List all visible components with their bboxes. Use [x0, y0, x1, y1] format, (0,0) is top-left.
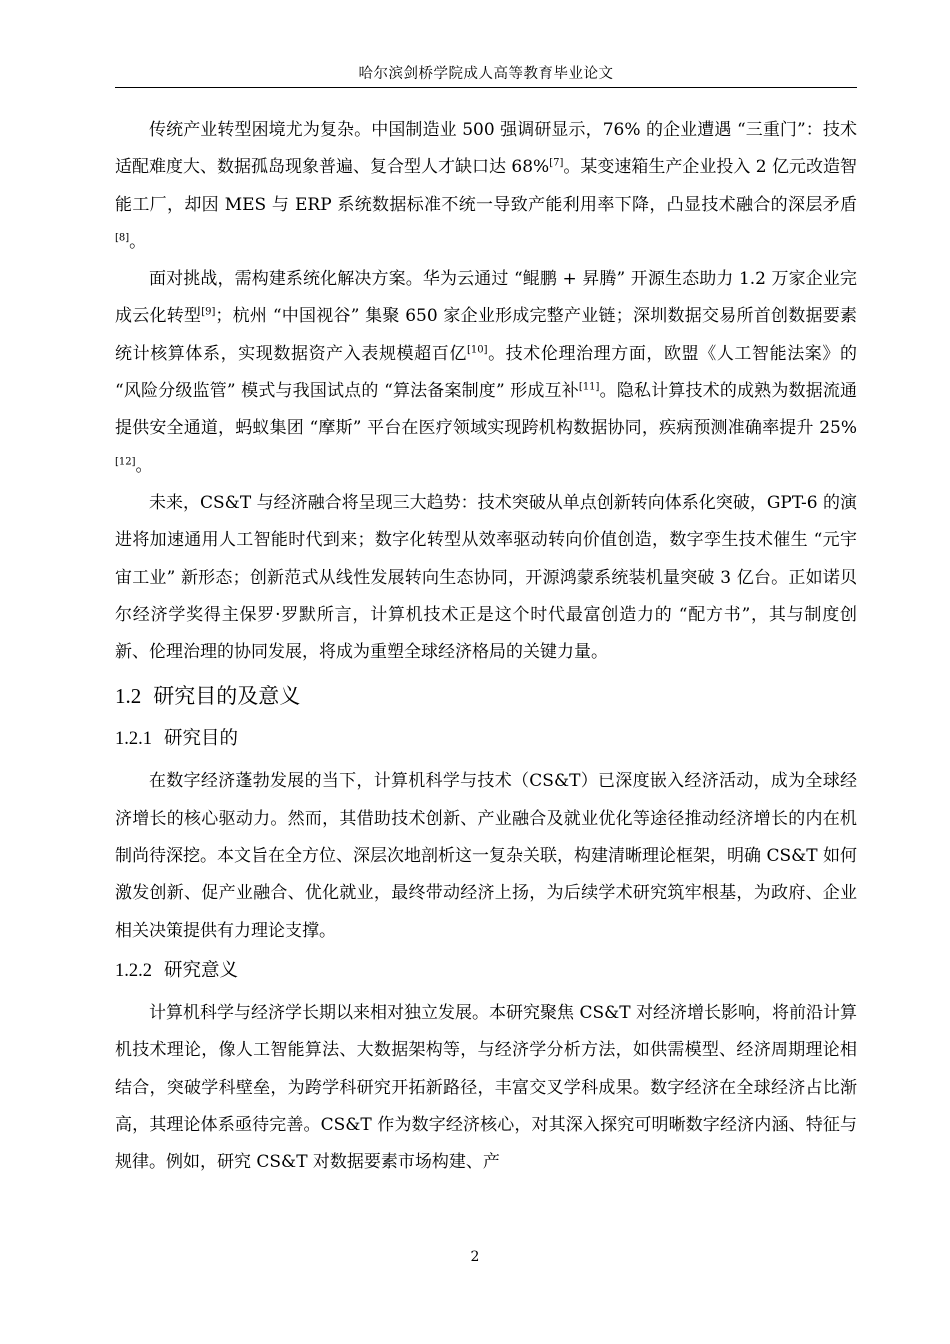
- paragraph-future-trends: [115, 485, 857, 671]
- text-run: ；杭州 “中国视谷” 集聚 650 家企业形成完整产业链；深圳数据交易所首创数据要素统计核算体系，实现数据资产入表规模超百亿: [115, 306, 858, 364]
- text-run: 。隐私计算技术的成熟为数据流通提供安全通道，蚂蚁集团 “摩斯” 平台在医疗领域实现跨机构数据协同，疾病预测准确率提升 25%: [115, 381, 858, 439]
- section-title: 研究目的: [164, 728, 239, 750]
- text-run: 。: [129, 231, 147, 252]
- text-run: 。技术伦理治理方面，欧盟《人工智能法案》的 “风险分级监管” 模式与我国试点的 “算法备案制度” 形成互补: [115, 343, 858, 402]
- citation-superscript: [11]: [578, 381, 600, 393]
- citation-superscript: [12]: [115, 456, 136, 468]
- text-run: 传统产业转型困境尤为复杂。中国制造业 500 强调研显示，76% 的企业遭遇 “三重门”：技术适配难度大、数据孤岛现象普遍、复合型人才缺口达 68%: [115, 120, 857, 178]
- section-number: 1.2: [115, 684, 142, 709]
- header-rule: [115, 87, 857, 88]
- paragraph-industry-transformation: [115, 112, 857, 261]
- section-number: 1.2.1: [115, 729, 152, 750]
- section-heading-1-2: [115, 676, 857, 716]
- paragraph-solutions: [115, 261, 857, 485]
- running-header: 哈尔滨剑桥学院成人高等教育毕业论文: [358, 66, 614, 82]
- page-body: [115, 112, 857, 1181]
- text-run: 。某变速箱生产企业投入 2 亿元改造智能工厂，却因 MES 与 ERP 系统数据标准不统一导致产能利用率下降，凸显技术融合的深层矛盾: [115, 157, 857, 215]
- citation-superscript: [10]: [466, 344, 488, 356]
- text-run: 。: [135, 455, 153, 476]
- citation-superscript: [8]: [115, 232, 130, 244]
- citation-superscript: [7]: [549, 157, 564, 169]
- citation-superscript: [9]: [201, 306, 216, 318]
- section-title: 研究目的及意义: [153, 684, 301, 709]
- section-title: 研究意义: [164, 959, 239, 981]
- text-run: 面对挑战，需构建系统化解决方案。华为云通过 “鲲鹏 + 昇腾” 开源生态助力 1.2 万家企业完成云化转型: [115, 269, 857, 327]
- section-heading-1-2-2: [115, 952, 857, 990]
- paragraph-research-significance: 计算机科学与经济学长期以来相对独立发展。本研究聚焦 CS&T 对经济增长影响，将前沿计算机技术理论，像人工智能算法、大数据架构等，与经济学分析方法，如供需模型、经济周期理论相结合，突破学科壁垒，为跨学科研究开拓新路径，丰富交叉学科成果。数字经济在全球经济占比渐高，其理论体系亟待完善。CS&T 作为数字经济核心，对其深入探究可明晰数字经济内涵、特征与规律。例如，研究 CS&T 对数据要素市场构建、产: [115, 1002, 857, 1173]
- paragraph-research-purpose: 在数字经济蓬勃发展的当下，计算机科学与技术（CS&T）已深度嵌入经济活动，成为全球经济增长的核心驱动力。然而，其借助技术创新、产业融合及就业优化等途径推动经济增长的内在机制尚待深挖。本文旨在全方位、深层次地剖析这一复杂关联，构建清晰理论框架，明确 CS&T 如何激发创新、促产业融合、优化就业，最终带动经济上扬，为后续学术研究筑牢根基，为政府、企业相关决策提供有力理论支撑。: [115, 771, 857, 941]
- section-heading-1-2-1: [115, 720, 857, 758]
- page-number: 2: [470, 1249, 480, 1265]
- section-number: 1.2.2: [115, 960, 152, 981]
- text-run: 未来，CS&T 与经济融合将呈现三大趋势：技术突破从单点创新转向体系化突破，GPT-6 的演进将加速通用人工智能时代到来；数字化转型从效率驱动转向价值创造，数字孪生技术催生 “元宇宙工业” 新形态；创新范式从线性发展转向生态协同，开源鸿蒙系统装机量突破 3 亿台。正如诺贝尔经济学奖得主保罗·罗默所言，计算机技术正是这个时代最富创造力的 “配方书”，其与制度创新、伦理治理的协同发展，将成为重塑全球经济格局的关键力量。: [115, 492, 857, 663]
